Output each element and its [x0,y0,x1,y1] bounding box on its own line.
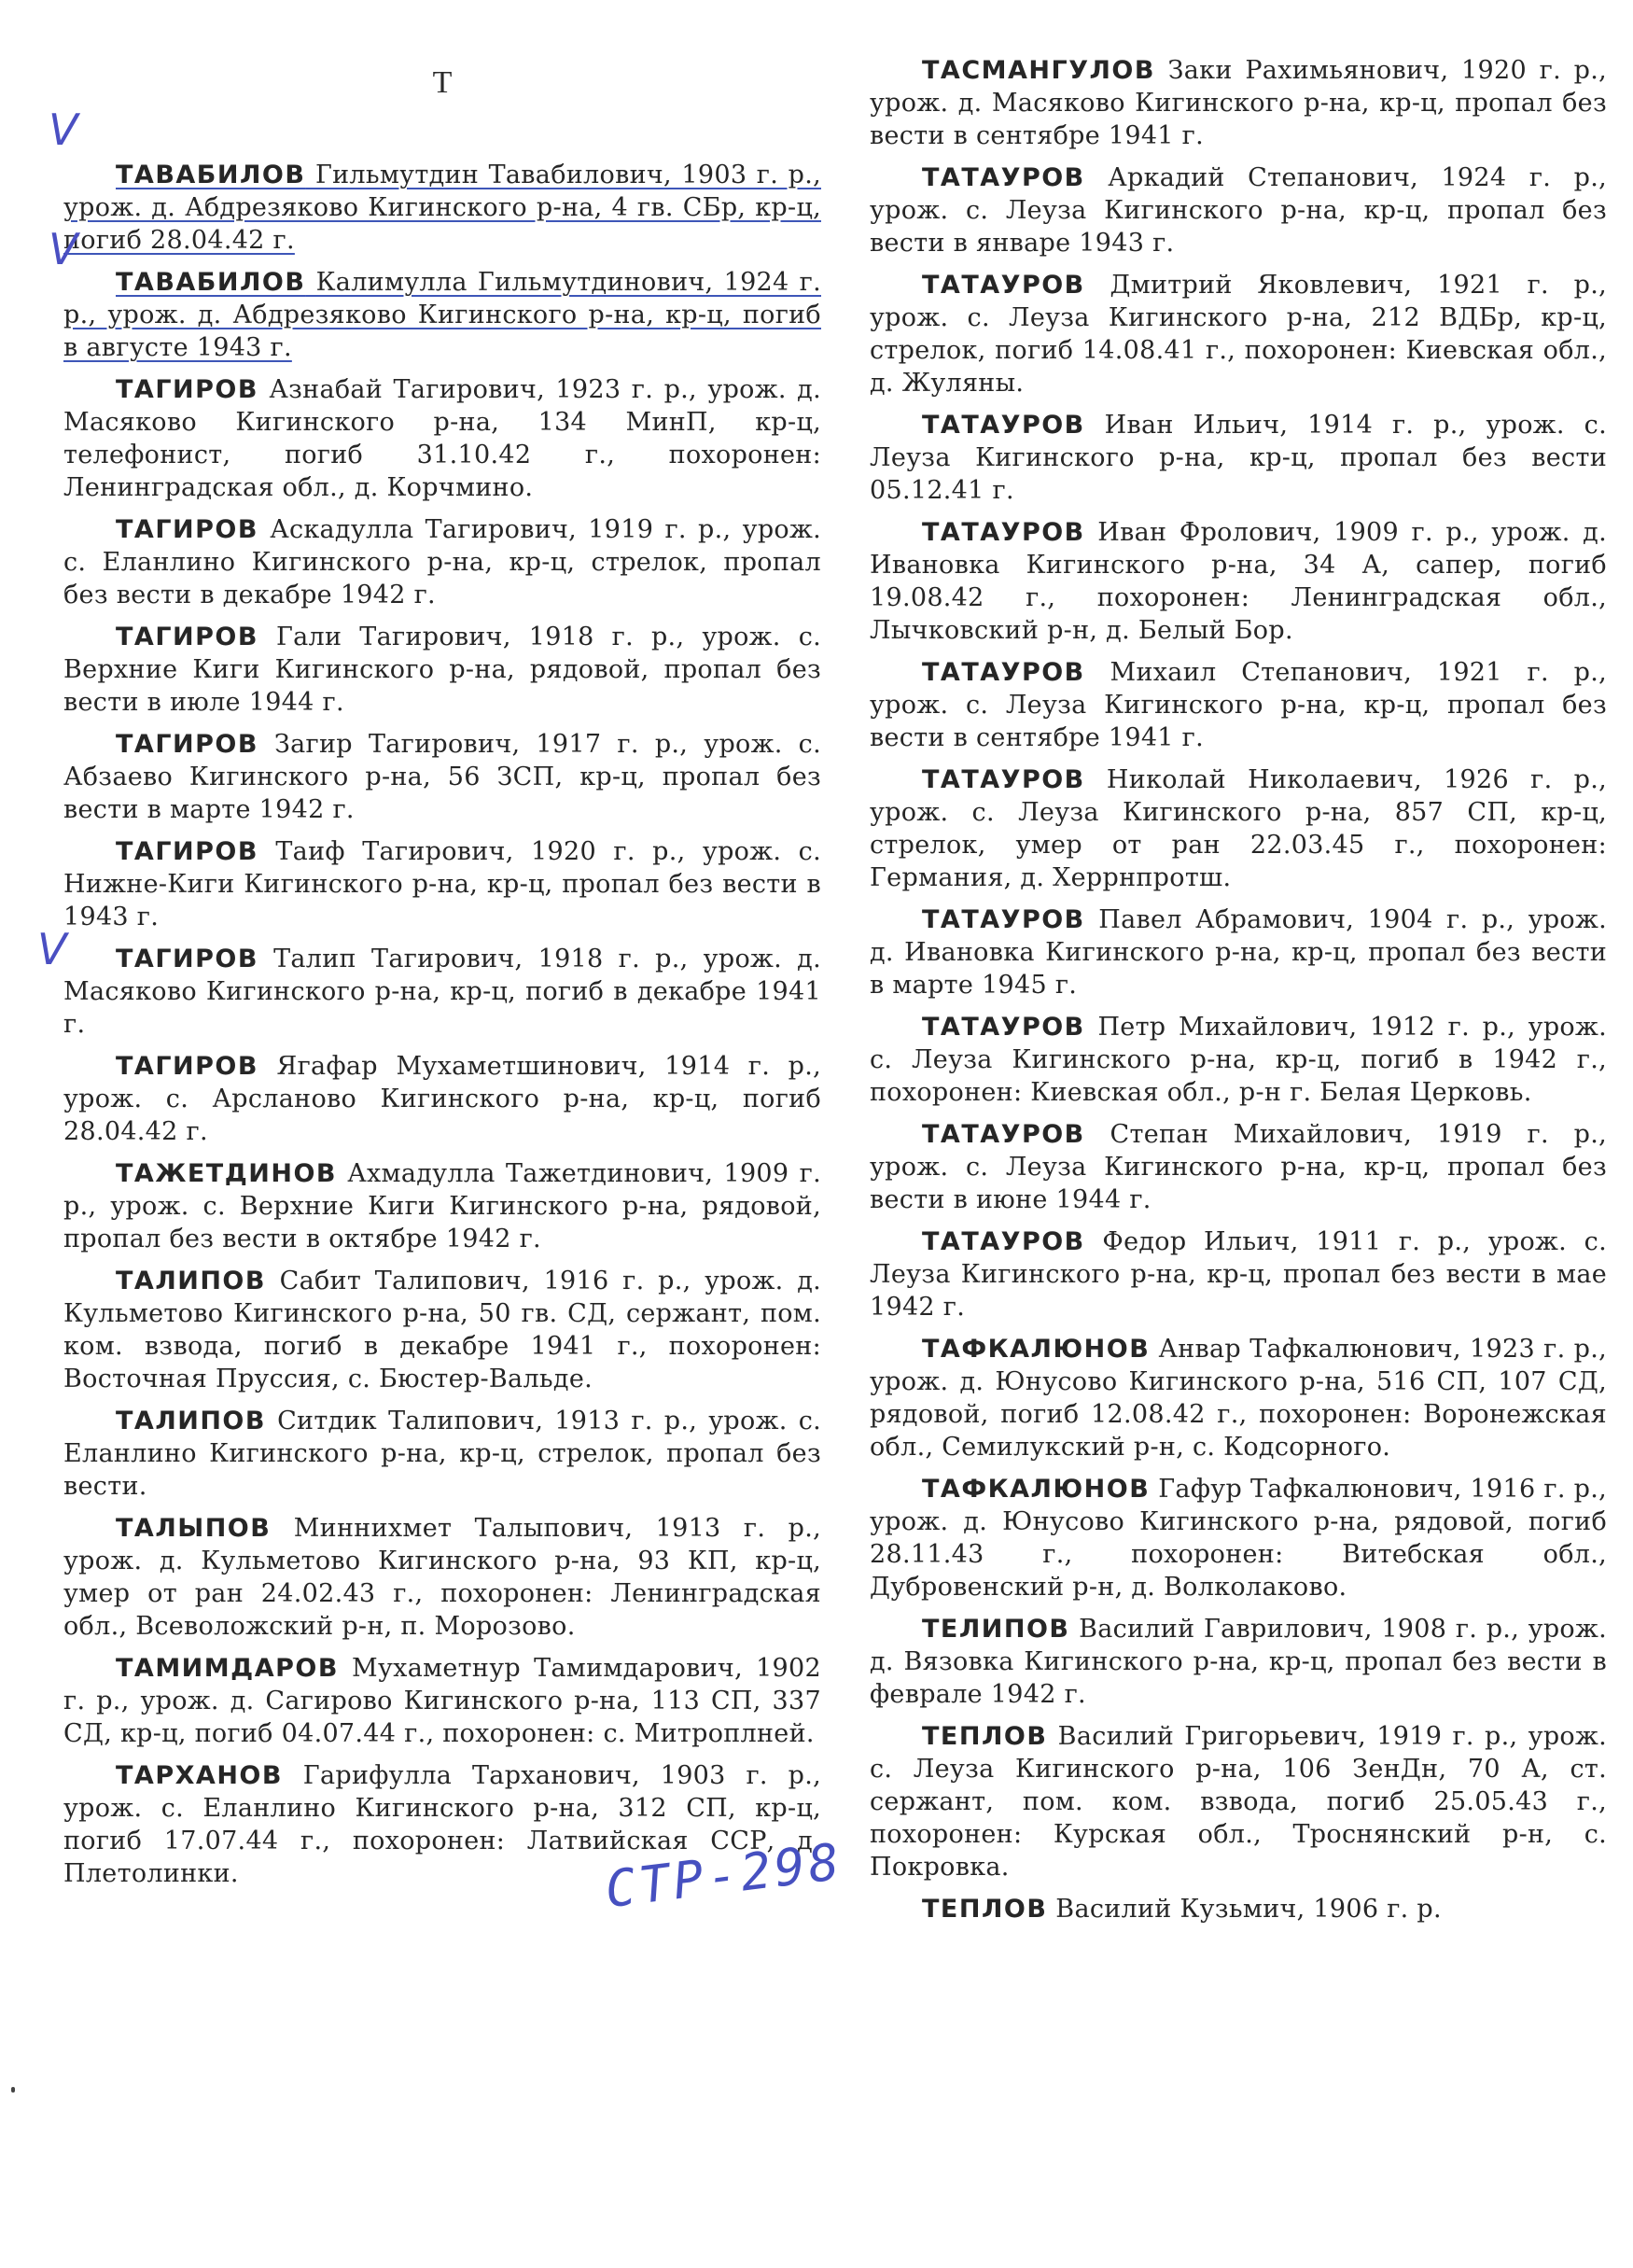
entry-indent [63,268,305,297]
entry-indent [870,658,1085,687]
entry [870,1333,1607,1463]
entry-details: Ягафар Мухаметшинович, 1914 г. р., урож. с. Арсланово Кигинского р-на, кр-ц, погиб 28.04.42 г. [63,1052,821,1146]
entry-indent [63,837,258,866]
entry-details: Иван Ильич, 1914 г. р., урож. с. Леуза Кигинского р-на, кр-ц, пропал без вести 05.12.41 г. [870,411,1607,505]
entry-surname: ТАРХАНОВ [116,1761,283,1790]
entry-details: Анвар Тафкалюнович, 1923 г. р., урож. д. Юнусово Кигинского р-на, 516 СП, 107 СД, рядовой, погиб 12.08.42 г., похоронен: Воронежская обл., Семилукский р-н, с. Кодсорного. [870,1335,1607,1462]
entry-indent [870,1013,1085,1042]
entry-indent [63,515,258,544]
entry-indent [63,1654,339,1683]
entry-surname: ТАЛИПОВ [116,1267,266,1295]
entry-indent [870,905,1085,934]
entry-details: Ситдик Талипович, 1913 г. р., урож. с. Еланлино Кигинского р-на, кр-ц, стрелок, пропал без вести. [63,1407,821,1501]
entry-indent [870,56,1155,85]
entry-surname: ТАЛЫПОВ [116,1514,272,1543]
entry [63,1512,821,1643]
left-entries [63,159,821,1890]
entry-indent [870,1335,1150,1364]
entry-details: Аскадулла Тагирович, 1919 г. р., урож. с. Еланлино Кигинского р-на, кр-ц, стрелок, пропал без вести в декабре 1942 г. [63,515,821,609]
entry [870,763,1607,894]
entry-indent [63,1761,283,1790]
entry-surname: ТАФКАЛЮНОВ [922,1475,1151,1504]
entry [870,1118,1607,1216]
entry [63,1265,821,1395]
entry [870,903,1607,1001]
entry-details: Азнабай Тагирович, 1923 г. р., урож. д. Масяково Кигинского р-на, 134 МинП, кр-ц, телефонист, погиб 31.10.42 г., похоронен: Ленинградская обл., д. Корчмино. [63,375,821,502]
entry-surname: ТАГИРОВ [116,623,258,651]
entry-surname: ТАГИРОВ [116,375,258,404]
entry-indent [870,518,1085,547]
entry [870,54,1607,152]
entry-surname: ТАЛИПОВ [116,1407,266,1435]
entry-surname: ТАТАУРОВ [922,518,1085,547]
entry-surname: ТАСМАНГУЛОВ [922,56,1155,85]
entry [870,1473,1607,1603]
entry-indent [870,1895,1047,1924]
entry [63,1405,821,1503]
entry-indent [63,1267,266,1295]
check-mark-3: V [37,924,67,974]
entry-surname: ТЕПЛОВ [922,1722,1048,1751]
entry [870,1011,1607,1109]
entry-surname: ТАТАУРОВ [922,658,1085,687]
entry [63,943,821,1041]
entry [63,266,821,364]
entry-details: Аркадий Степанович, 1924 г. р., урож. с. Леуза Кигинского р-на, кр-ц, пропал без вести в январе 1943 г. [870,163,1607,258]
entry [870,656,1607,754]
entry-details: Петр Михайлович, 1912 г. р., урож. с. Леуза Кигинского р-на, кр-ц, погиб в 1942 г., похоронен: Киевская обл., р-н г. Белая Церковь. [870,1013,1607,1107]
entry-surname: ТАГИРОВ [116,945,258,973]
entry-surname: ТАТАУРОВ [922,1013,1085,1042]
entry-indent [63,1407,266,1435]
entry-surname: ТАТАУРОВ [922,1120,1085,1149]
entry-indent [63,161,305,189]
entry-details: Федор Ильич, 1911 г. р., урож. с. Леуза Кигинского р-на, кр-ц, пропал без вести в мае 1942 г. [870,1227,1607,1322]
entry-details: Сабит Талипович, 1916 г. р., урож. д. Кульметово Кигинского р-на, 50 гв. СД, сержант, пом. ком. взвода, погиб в декабре 1941 г., похоронен: Восточная Пруссия, с. Бюстер-Вальде. [63,1267,821,1393]
entry-surname: ТАГИРОВ [116,837,258,866]
entry-details: Василий Кузьмич, 1906 г. р. [1047,1895,1442,1924]
entry [870,409,1607,507]
entry-surname: ТАТАУРОВ [922,163,1085,192]
entry-surname: ТАВАБИЛОВ [116,161,306,189]
entry-indent [870,1227,1085,1256]
entry [63,621,821,719]
entry [870,269,1607,399]
entry-surname: ТАФКАЛЮНОВ [922,1335,1151,1364]
entry-details: Загир Тагирович, 1917 г. р., урож. с. Абзаево Кигинского р-на, 56 ЗСП, кр-ц, пропал без вести в марте 1942 г. [63,730,821,824]
entry-surname: ТАГИРОВ [116,515,258,544]
entry-indent [870,1615,1070,1644]
entry-details: Мухаметнур Тамимдарович, 1902 г. р., урож. д. Сагирово Кигинского р-на, 113 СП, 337 СД, кр-ц, погиб 04.07.44 г., похоронен: с. Митроплней. [63,1654,821,1748]
entry-details: Иван Фролович, 1909 г. р., урож. д. Ивановка Кигинского р-на, 34 А, сапер, погиб 19.08.42 г., похоронен: Ленинградская обл., Лычковский р-н, д. Белый Бор. [870,518,1607,645]
entry-surname: ТАГИРОВ [116,1052,258,1081]
entry-surname: ТАТАУРОВ [922,905,1085,934]
entry-indent [63,945,258,973]
entry-indent [870,1120,1085,1149]
section-letter: Т [432,65,453,100]
entry-indent [63,730,258,759]
entry-details: Миннихмет Талыпович, 1913 г. р., урож. д. Кульметово Кигинского р-на, 93 КП, кр-ц, умер от ран 24.02.43 г., похоронен: Ленинградская обл., Всеволожский р-н, п. Морозово. [63,1514,821,1641]
entry-surname: ТАТАУРОВ [922,765,1085,794]
entry-indent [63,623,258,651]
entry [870,1720,1607,1883]
entry [870,1893,1607,1925]
entry-surname: ТЕПЛОВ [922,1895,1048,1924]
entry-details: Гильмутдин Тавабилович, 1903 г. р., урож. д. Абдрезяково Кигинского р-на, 4 гв. СБр, кр-ц, погиб 28.04.42 г. [63,161,821,255]
right-column [870,54,1607,1935]
entry-indent [63,1159,337,1188]
entry-details: Заки Рахимьянович, 1920 г. р., урож. д. Масяково Кигинского р-на, кр-ц, пропал без вести в сентябре 1941 г. [870,56,1607,150]
entry [870,1225,1607,1323]
left-column [63,65,821,1899]
entry [63,1050,821,1148]
entry-details: Гафур Тафкалюнович, 1916 г. р., урож. д. Юнусово Кигинского р-на, рядовой, погиб 28.11.43 г., похоронен: Витебская обл., Дубровенский р-н, д. Волколаково. [870,1475,1607,1602]
entry-details: Ахмадулла Тажетдинович, 1909 г. р., урож. с. Верхние Киги Кигинского р-на, рядовой, пропал без вести в октябре 1942 г. [63,1159,821,1253]
entry-indent [870,271,1085,300]
entry-surname: ТЕЛИПОВ [922,1615,1070,1644]
entry-details: Гали Тагирович, 1918 г. р., урож. с. Верхние Киги Кигинского р-на, рядовой, пропал без вести в июле 1944 г. [63,623,821,717]
entry-details: Гарифулла Тарханович, 1903 г. р., урож. с. Еланлино Кигинского р-на, 312 СП, кр-ц, погиб 17.07.44 г., похоронен: Латвийская ССР, д. Плетолинки. [63,1761,821,1888]
entry-surname: ТАТАУРОВ [922,1227,1085,1256]
entry-details: Николай Николаевич, 1926 г. р., урож. с. Леуза Кигинского р-на, 857 СП, кр-ц, стрелок, умер от ран 22.03.45 г., похоронен: Германия, д. Херрнпротш. [870,765,1607,892]
page-number-stamp: СТР-298 [602,1831,846,1920]
entry-indent [63,1052,258,1081]
entry [63,1652,821,1750]
check-mark-2: V [49,224,78,274]
entry [63,513,821,611]
entry-details: Василий Гаврилович, 1908 г. р., урож. д. Вязовка Кигинского р-на, кр-ц, пропал без вести в феврале 1942 г. [870,1615,1607,1709]
entry-surname: ТАТАУРОВ [922,411,1085,440]
entry [63,1157,821,1255]
entry [63,159,821,257]
entry-indent [870,163,1085,192]
entry-indent [870,1722,1047,1751]
entry-surname: ТАГИРОВ [116,730,258,759]
entry-details: Таиф Тагирович, 1920 г. р., урож. с. Нижне-Киги Кигинского р-на, кр-ц, пропал без вести в 1943 г. [63,837,821,931]
entry-details: Талип Тагирович, 1918 г. р., урож. д. Масяково Кигинского р-на, кр-ц, погиб в декабре 1941 г. [63,945,821,1039]
entry-indent [870,1475,1150,1504]
entry [63,373,821,504]
entry [870,1613,1607,1711]
entry-details: Василий Григорьевич, 1919 г. р., урож. с. Леуза Кигинского р-на, 106 ЗенДн, 70 А, ст. сержант, пом. ком. взвода, погиб 25.05.43 г., похоронен: Курская обл., Троснянский р-н, с. Покровка. [870,1722,1607,1882]
check-mark-1: V [49,105,78,155]
entry-surname: ТАТАУРОВ [922,271,1085,300]
entry-details: Павел Абрамович, 1904 г. р., урож. д. Ивановка Кигинского р-на, кр-ц, пропал без вести в марте 1945 г. [870,905,1607,1000]
entry-details: Михаил Степанович, 1921 г. р., урож. с. Леуза Кигинского р-на, кр-ц, пропал без вести в сентябре 1941 г. [870,658,1607,752]
entry-surname: ТАМИМДАРОВ [116,1654,339,1683]
entry-details: Калимулла Гильмутдинович, 1924 г. р., урож. д. Абдрезяково Кигинского р-на, кр-ц, погиб в августе 1943 г. [63,268,821,362]
entry-indent [63,375,258,404]
entry-details: Дмитрий Яковлевич, 1921 г. р., урож. с. Леуза Кигинского р-на, 212 ВДБр, кр-ц, стрелок, погиб 14.08.41 г., похоронен: Киевская обл., д. Жуляны. [870,271,1607,398]
entry-indent [63,1514,271,1543]
entry [870,516,1607,647]
entry-indent [870,765,1085,794]
right-entries [870,54,1607,1925]
entry [870,161,1607,259]
entry-details: Степан Михайлович, 1919 г. р., урож. с. Леуза Кигинского р-на, кр-ц, пропал без вести в июне 1944 г. [870,1120,1607,1214]
scan-speck [11,2087,15,2093]
entry-indent [870,411,1085,440]
entry-surname: ТАВАБИЛОВ [116,268,306,297]
entry [63,728,821,826]
entry [63,835,821,933]
entry-surname: ТАЖЕТДИНОВ [116,1159,337,1188]
